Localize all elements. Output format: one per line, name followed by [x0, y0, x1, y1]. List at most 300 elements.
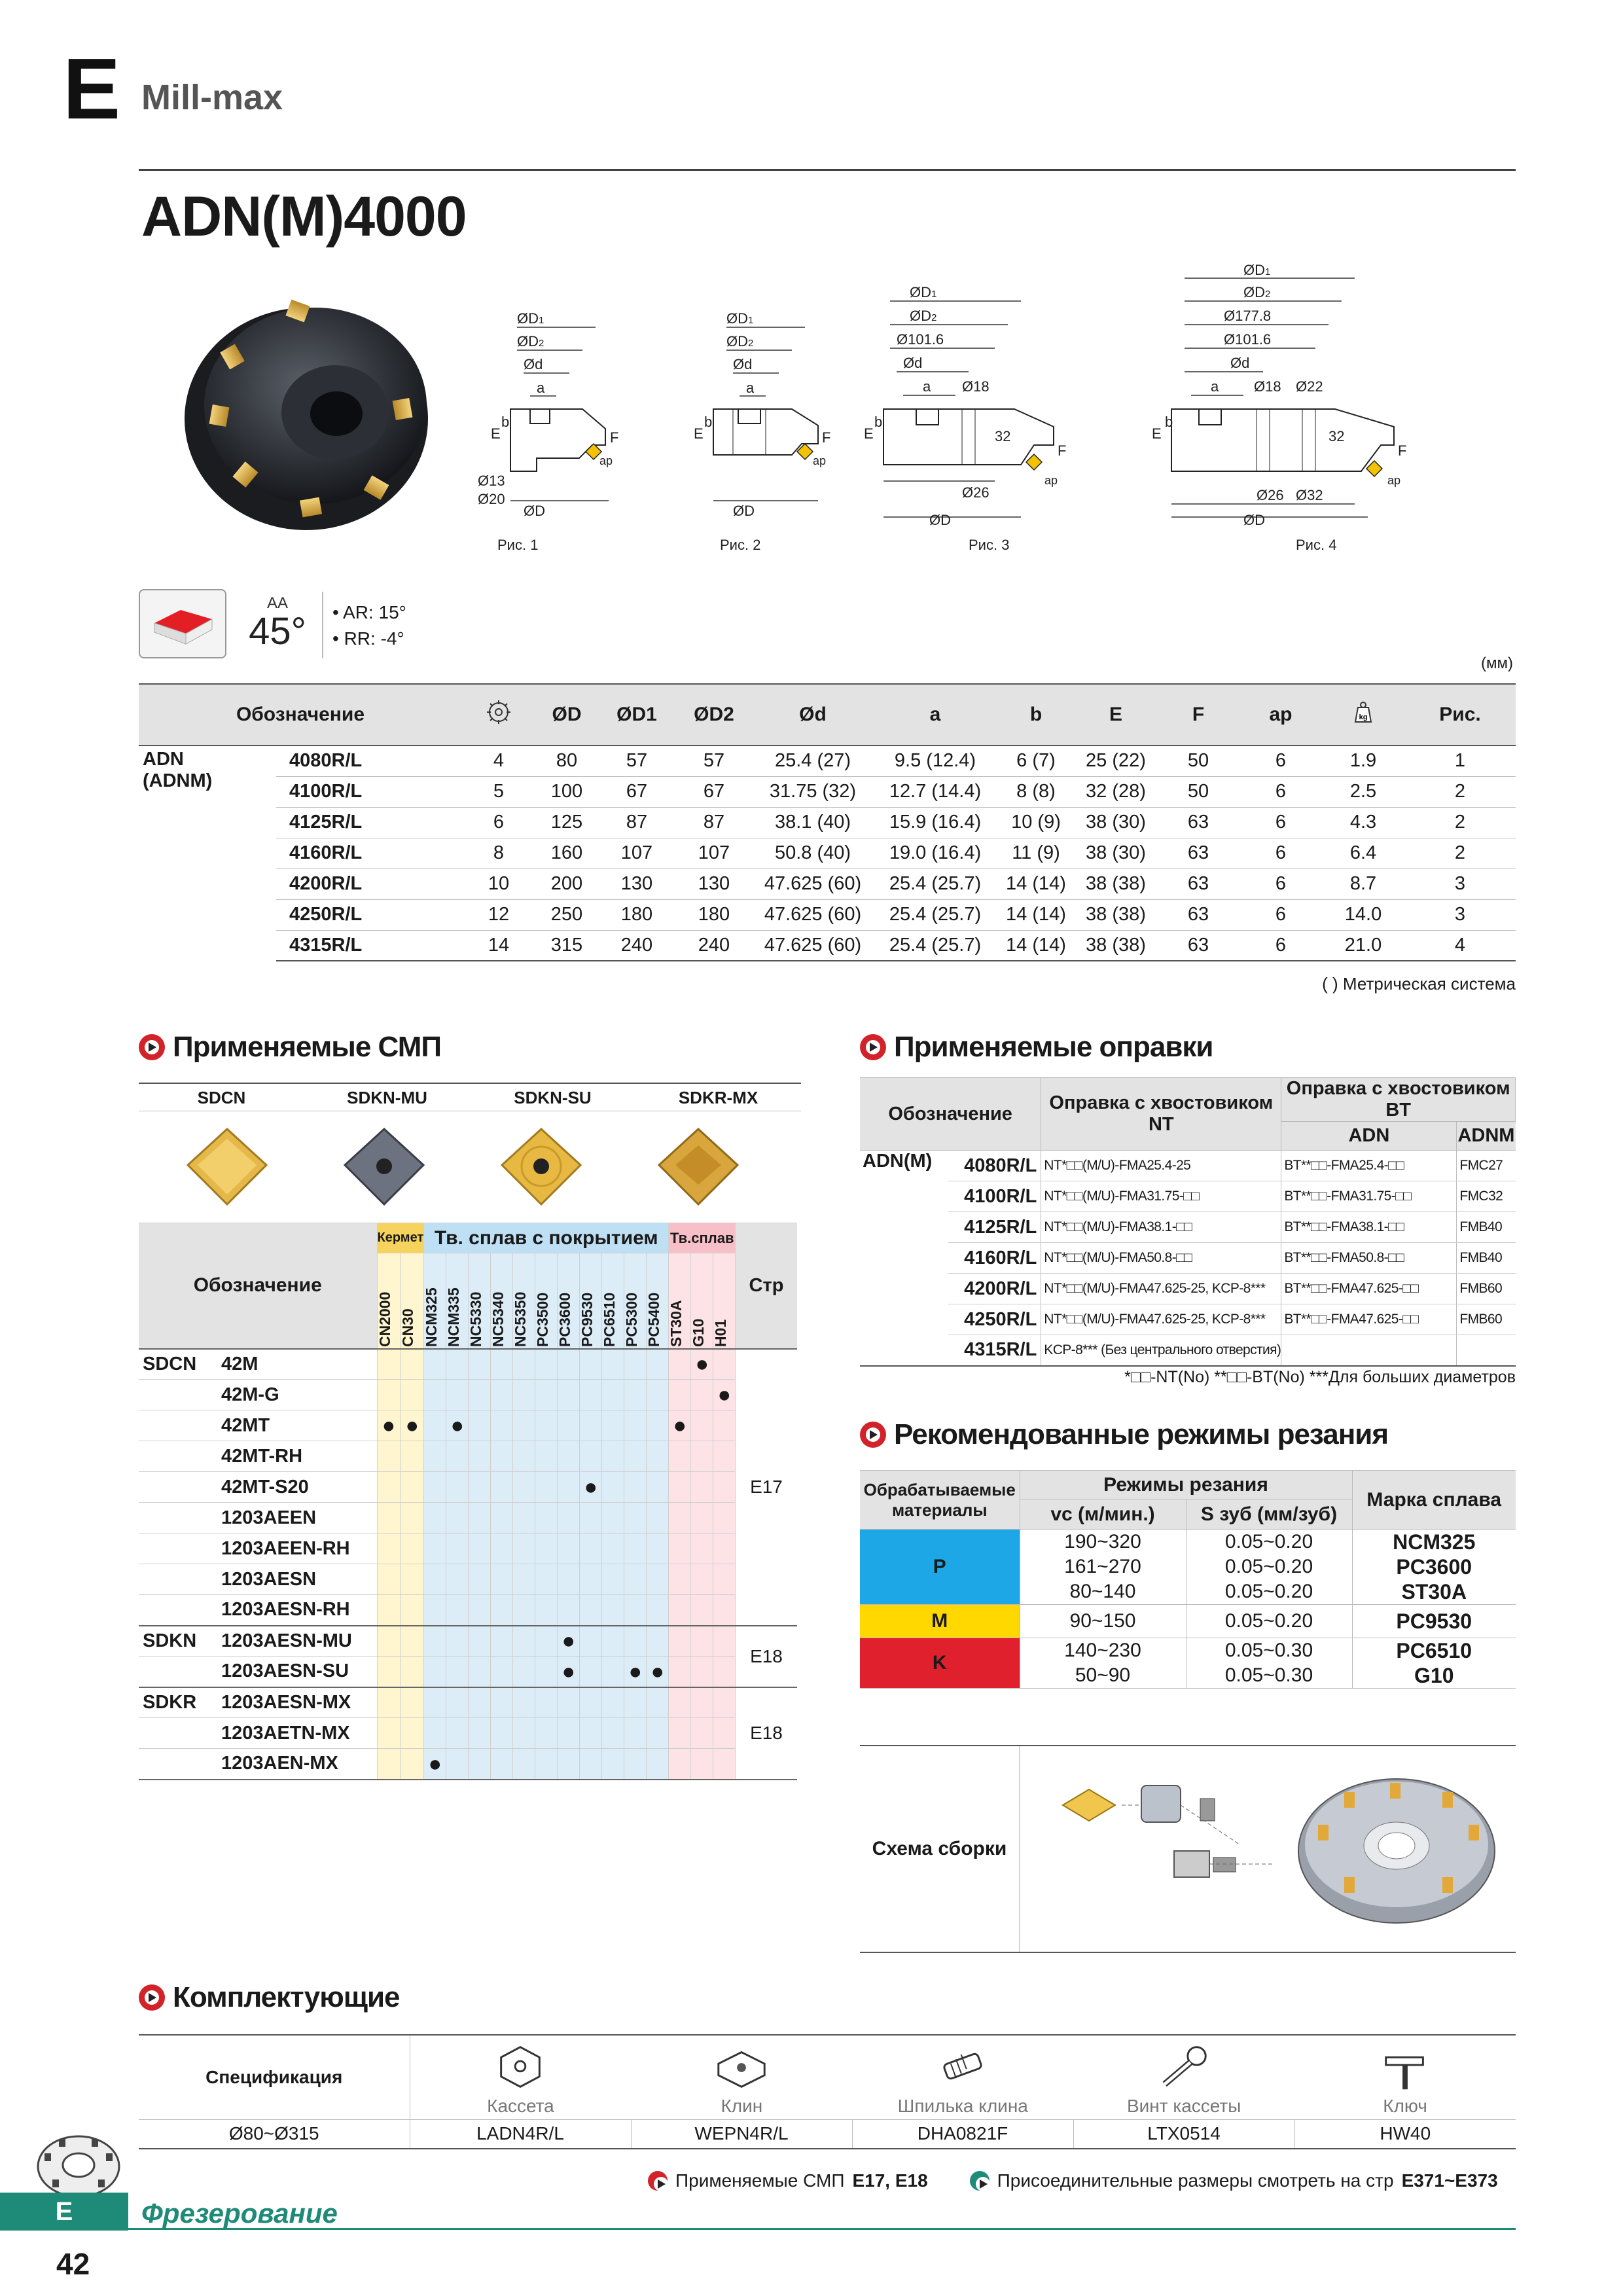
- cell-fz: [1186, 1638, 1352, 1689]
- cell-ap: 6: [1240, 899, 1322, 930]
- grade-cell: [377, 1410, 401, 1441]
- grade-label: NC5330: [467, 1291, 485, 1347]
- product-code: 4160R/L: [276, 838, 462, 869]
- accessories-title: Комплектующие: [173, 1981, 400, 2013]
- grade-cell: [558, 1626, 580, 1657]
- grade-cell: [713, 1503, 736, 1534]
- insert-group: [139, 1441, 217, 1472]
- bullet-icon: [648, 2171, 668, 2191]
- grade-cell: [602, 1349, 624, 1380]
- grade-cell: [713, 1749, 736, 1780]
- grade-cell: [469, 1687, 491, 1718]
- grade-cell: [647, 1441, 669, 1472]
- cermet-header: Кермет: [377, 1223, 424, 1253]
- grade-cell: [491, 1626, 513, 1657]
- cell-D2: 130: [675, 869, 753, 899]
- cell-d: 47.625 (60): [753, 899, 873, 930]
- cell-a: 25.4 (25.7): [873, 899, 997, 930]
- cell-E: 38 (38): [1075, 869, 1157, 899]
- vc-value: 161~270: [1064, 1556, 1141, 1577]
- cell-E: 38 (38): [1075, 930, 1157, 961]
- accessory-name: Винт кассеты: [1126, 2096, 1241, 2116]
- cell-grade: [1352, 1638, 1516, 1689]
- insert-group: [139, 1657, 217, 1687]
- insert-code: 42MT-RH: [217, 1441, 377, 1472]
- cell-vc: [1020, 1638, 1186, 1689]
- grade-cell: [424, 1534, 446, 1564]
- grade-cell: [401, 1472, 424, 1503]
- cell-grade: [1352, 1530, 1516, 1605]
- insert-sdkn-mu-image: [335, 1119, 433, 1217]
- grade-cell: [602, 1718, 624, 1749]
- grade-cell: [624, 1410, 647, 1441]
- table-row: [139, 1749, 797, 1780]
- insert-code: 1203AEEN: [217, 1503, 377, 1534]
- cell-fig: 3: [1404, 899, 1516, 930]
- bullet-icon: [139, 1984, 165, 2011]
- availability-dot-icon: ●: [695, 1352, 709, 1377]
- ref-inserts: [648, 2171, 668, 2191]
- grade-cell: [535, 1503, 558, 1534]
- cell-z: 4: [462, 745, 535, 776]
- section-letter: E: [63, 41, 121, 137]
- grade-cell: [446, 1718, 469, 1749]
- approach-angle: [238, 594, 317, 651]
- grade-cell: [647, 1626, 669, 1657]
- grade-cell: [558, 1410, 580, 1441]
- table-row: [139, 1657, 797, 1687]
- grade-cell: [713, 1410, 736, 1441]
- grade-cell: [558, 1718, 580, 1749]
- insert-group: [139, 1595, 217, 1626]
- col-bt: Оправка с хвостовиком BT: [1281, 1078, 1516, 1122]
- grade-cell: [691, 1718, 713, 1749]
- table-row: [139, 1626, 797, 1657]
- svg-text:ap: ap: [1387, 474, 1401, 487]
- page-ref: E18: [736, 1626, 797, 1687]
- vc-value: 90~150: [1069, 1610, 1136, 1632]
- fz-value: 0.05~0.30: [1224, 1664, 1313, 1686]
- grade-header: [446, 1253, 469, 1349]
- cutter-thumbnail-icon: [33, 2127, 124, 2199]
- grade-cell: [513, 1441, 535, 1472]
- grade-cell: [535, 1687, 558, 1718]
- material-group: M: [860, 1605, 1020, 1638]
- grade-cell: [669, 1441, 691, 1472]
- grade-cell: [558, 1687, 580, 1718]
- grade-cell: [669, 1657, 691, 1687]
- grade-header: [602, 1253, 624, 1349]
- cell-fig: 1: [1404, 745, 1516, 776]
- grade-cell: [535, 1626, 558, 1657]
- grade-cell: [401, 1349, 424, 1380]
- cell-D1: 87: [598, 807, 675, 838]
- cell-D2: 240: [675, 930, 753, 961]
- cell-D2: 180: [675, 899, 753, 930]
- svg-text:E: E: [694, 425, 704, 442]
- insert-group: [139, 1718, 217, 1749]
- insert-sdkn-su-image: [492, 1119, 590, 1217]
- cell-a: 9.5 (12.4): [873, 745, 997, 776]
- bt-arbor-adn: BT**□□-FMA38.1-□□: [1281, 1212, 1457, 1243]
- svg-text:b: b: [704, 414, 713, 430]
- cell-F: 63: [1157, 869, 1240, 899]
- grade-cell: [624, 1718, 647, 1749]
- arbor-code: 4160R/L: [948, 1243, 1041, 1274]
- bt-arbor-adnm: FMB40: [1457, 1212, 1516, 1243]
- series-group: (ADNM): [143, 770, 213, 791]
- table-row: [139, 745, 1516, 776]
- accessory-code: DHA0821F: [852, 2120, 1073, 2149]
- table-row: [860, 1151, 1516, 1181]
- grade-cell: [377, 1380, 401, 1410]
- cell-a: 15.9 (16.4): [873, 807, 997, 838]
- grade-cell: [491, 1657, 513, 1687]
- col-name: Обозначение: [139, 684, 462, 745]
- svg-text:Ø18: Ø18: [962, 378, 990, 395]
- grade-cell: [713, 1441, 736, 1472]
- grade-cell: [424, 1687, 446, 1718]
- grade-cell: [691, 1626, 713, 1657]
- vc-value: 190~320: [1064, 1531, 1141, 1552]
- svg-text:Ø26: Ø26: [962, 484, 990, 501]
- cell-F: 63: [1157, 930, 1240, 961]
- accessory-code: LADN4R/L: [410, 2120, 631, 2149]
- grade-cell: [647, 1749, 669, 1780]
- grade-value: G10: [1414, 1664, 1454, 1687]
- bt-arbor-adnm: FMB60: [1457, 1274, 1516, 1304]
- cell-E: 32 (28): [1075, 776, 1157, 807]
- grade-cell: [602, 1657, 624, 1687]
- cell-a: 25.4 (25.7): [873, 930, 997, 961]
- bt-arbor-adn: BT**□□-FMA25.4-□□: [1281, 1151, 1457, 1181]
- grade-cell: [713, 1349, 736, 1380]
- cell-kg: 21.0: [1322, 930, 1404, 961]
- grade-cell: [401, 1564, 424, 1595]
- cell-d: 50.8 (40): [753, 838, 873, 869]
- grade-header: [624, 1253, 647, 1349]
- grade-cell: [377, 1349, 401, 1380]
- insert-group: [139, 1380, 217, 1410]
- insert-types: [139, 1083, 801, 1111]
- assembly-diagram: [860, 1745, 1516, 1953]
- carbide-header: Тв.сплав: [669, 1223, 736, 1253]
- grade-cell: [647, 1380, 669, 1410]
- svg-text:Ø20: Ø20: [478, 491, 505, 507]
- grade-cell: [535, 1534, 558, 1564]
- grade-cell: [446, 1626, 469, 1657]
- fz-value: 0.05~0.20: [1224, 1610, 1313, 1632]
- accessory-name: Клин: [721, 2096, 763, 2116]
- cell-fig: 2: [1404, 838, 1516, 869]
- grade-cell: [580, 1718, 602, 1749]
- assembly-label: Схема сборки: [860, 1746, 1020, 1952]
- grade-cell: [513, 1657, 535, 1687]
- grade-cell: [377, 1472, 401, 1503]
- coated-header: Тв. сплав с покрытием: [424, 1223, 669, 1253]
- table-row: [860, 1638, 1516, 1689]
- bt-arbor-adnm: FMB40: [1457, 1243, 1516, 1274]
- table-row: [860, 1530, 1516, 1605]
- svg-text:32: 32: [1329, 428, 1345, 444]
- svg-text:Рис. 2: Рис. 2: [720, 537, 761, 553]
- grade-cell: [624, 1472, 647, 1503]
- kg-label: kg: [1359, 713, 1368, 721]
- insert-group: [139, 1503, 217, 1534]
- grade-cell: [691, 1503, 713, 1534]
- svg-text:a: a: [923, 378, 931, 395]
- grade-cell: [424, 1410, 446, 1441]
- svg-text:a: a: [746, 380, 755, 396]
- cell-d: 25.4 (27): [753, 745, 873, 776]
- grade-cell: [624, 1595, 647, 1626]
- grade-header: [401, 1253, 424, 1349]
- grade-cell: [469, 1718, 491, 1749]
- grade-label: NCM335: [445, 1287, 463, 1347]
- grade-label: PC3500: [534, 1292, 552, 1347]
- dimensions-table: [139, 683, 1516, 961]
- grade-cell: [469, 1657, 491, 1687]
- grade-cell: [580, 1534, 602, 1564]
- cell-D2: 67: [675, 776, 753, 807]
- grade-cell: [669, 1687, 691, 1718]
- svg-text:F: F: [610, 429, 619, 446]
- angle-value: 45°: [249, 610, 306, 653]
- grade-cell: [624, 1657, 647, 1687]
- col-adn: ADN: [1281, 1122, 1457, 1151]
- svg-text:Ø101.6: Ø101.6: [1224, 331, 1272, 348]
- cell-F: 63: [1157, 838, 1240, 869]
- cell-F: 63: [1157, 807, 1240, 838]
- svg-text:ØD: ØD: [929, 512, 951, 528]
- insert-group: [139, 1749, 217, 1780]
- rake-angles: [332, 600, 406, 652]
- arbor-code: 4200R/L: [948, 1274, 1041, 1304]
- grade-cell: [535, 1595, 558, 1626]
- grade-label: CN2000: [376, 1291, 393, 1347]
- grade-cell: [602, 1410, 624, 1441]
- grade-cell: [691, 1749, 713, 1780]
- accessory-name: Ключ: [1383, 2096, 1427, 2116]
- grade-header: [713, 1253, 736, 1349]
- svg-text:F: F: [1058, 442, 1067, 459]
- cell-fig: 3: [1404, 869, 1516, 899]
- grade-cell: [446, 1749, 469, 1780]
- grade-cell: [469, 1626, 491, 1657]
- grade-cell: [491, 1441, 513, 1472]
- grade-cell: [424, 1718, 446, 1749]
- svg-text:ØD2: ØD2: [910, 308, 937, 324]
- availability-dot-icon: ●: [673, 1413, 687, 1438]
- vc-value: 140~230: [1064, 1640, 1141, 1661]
- col-grade: Марка сплава: [1352, 1471, 1516, 1530]
- cell-b: 10 (9): [997, 807, 1075, 838]
- grade-cell: [669, 1626, 691, 1657]
- availability-dot-icon: ●: [584, 1475, 597, 1499]
- cell-fig: 2: [1404, 776, 1516, 807]
- grade-cell: [580, 1349, 602, 1380]
- insert-group: [139, 1410, 217, 1441]
- cell-kg: 6.4: [1322, 838, 1404, 869]
- cell-D: 200: [535, 869, 598, 899]
- table-row: [860, 1181, 1516, 1212]
- grade-header: [491, 1253, 513, 1349]
- cell-d: 47.625 (60): [753, 930, 873, 961]
- grade-cell: [401, 1380, 424, 1410]
- cell-z: 12: [462, 899, 535, 930]
- cell-fig: 4: [1404, 930, 1516, 961]
- grade-cell: [491, 1749, 513, 1780]
- inserts-grades-table: [139, 1223, 797, 1780]
- availability-dot-icon: ●: [450, 1413, 464, 1438]
- svg-text:ØD1: ØD1: [517, 310, 544, 327]
- grade-cell: [669, 1349, 691, 1380]
- cell-D: 160: [535, 838, 598, 869]
- page-ref: E17: [736, 1349, 797, 1626]
- table-row: [860, 1335, 1516, 1366]
- cell-D1: 67: [598, 776, 675, 807]
- insert-type: SDCN: [197, 1088, 246, 1107]
- svg-text:Ød: Ød: [733, 356, 753, 372]
- grade-cell: [580, 1687, 602, 1718]
- table-row: [139, 1564, 797, 1595]
- grade-cell: [602, 1503, 624, 1534]
- grade-cell: [377, 1657, 401, 1687]
- col-vc: vc (м/мин.): [1020, 1499, 1186, 1530]
- insert-code: 1203AESN-MX: [217, 1687, 377, 1718]
- grade-cell: [580, 1657, 602, 1687]
- grade-header: [669, 1253, 691, 1349]
- cutting-title: Рекомендованные режимы резания: [894, 1418, 1388, 1450]
- grade-cell: [513, 1380, 535, 1410]
- grade-header: [377, 1253, 401, 1349]
- grade-cell: [602, 1441, 624, 1472]
- grade-cell: [624, 1687, 647, 1718]
- cell-a: 25.4 (25.7): [873, 869, 997, 899]
- arbor-code: 4250R/L: [948, 1304, 1041, 1335]
- svg-text:Ø26: Ø26: [1257, 487, 1284, 503]
- vc-value: 50~90: [1075, 1664, 1131, 1686]
- insert-type: SDKN-MU: [347, 1088, 427, 1107]
- grade-cell: [558, 1441, 580, 1472]
- grade-cell: [424, 1595, 446, 1626]
- grade-cell: [580, 1749, 602, 1780]
- insert-code: 42M: [217, 1349, 377, 1380]
- grade-cell: [401, 1657, 424, 1687]
- grade-cell: [377, 1534, 401, 1564]
- grade-cell: [647, 1472, 669, 1503]
- cell-D2: 87: [675, 807, 753, 838]
- stud-icon: [930, 2038, 995, 2096]
- grade-cell: [624, 1349, 647, 1380]
- table-row: [139, 1503, 797, 1534]
- ref-inserts-pages: E17, E18: [852, 2170, 928, 2191]
- cell-kg: 1.9: [1322, 745, 1404, 776]
- bullet-icon: [860, 1422, 886, 1448]
- figure-2: [694, 310, 830, 519]
- grade-cell: [691, 1595, 713, 1626]
- nt-arbor: NT*□□(M/U)-FMA47.625-25, KCP-8***: [1041, 1274, 1281, 1304]
- svg-text:Ød: Ød: [1230, 355, 1250, 371]
- accessory-item: [1294, 2036, 1516, 2119]
- grade-cell: [491, 1349, 513, 1380]
- svg-text:E: E: [864, 425, 874, 442]
- col-name: Обозначение: [139, 1223, 377, 1349]
- model-title: ADN(M)4000: [141, 185, 467, 248]
- grade-cell: [713, 1657, 736, 1687]
- grade-cell: [424, 1564, 446, 1595]
- inserts-heading: [139, 1033, 441, 1062]
- series-name: [139, 745, 276, 961]
- grade-cell: [602, 1564, 624, 1595]
- cell-b: 8 (8): [997, 776, 1075, 807]
- grade-cell: [602, 1749, 624, 1780]
- table-row: [139, 869, 1516, 899]
- arbor-group: ADN(M): [860, 1151, 948, 1366]
- grade-cell: [469, 1534, 491, 1564]
- figure-4: [1152, 262, 1406, 528]
- cell-D: 250: [535, 899, 598, 930]
- grade-cell: [647, 1564, 669, 1595]
- svg-text:b: b: [1165, 414, 1173, 430]
- insert-shape-icon: [139, 589, 226, 658]
- figure-3: [864, 284, 1066, 528]
- arbors-table: [860, 1077, 1516, 1367]
- grade-cell: [669, 1749, 691, 1780]
- grade-cell: [691, 1441, 713, 1472]
- table-row: [860, 1605, 1516, 1638]
- accessory-code: LTX0514: [1073, 2120, 1294, 2149]
- table-row: [139, 930, 1516, 961]
- bt-arbor-adn: BT**□□-FMA31.75-□□: [1281, 1181, 1457, 1212]
- grade-cell: [669, 1472, 691, 1503]
- nt-arbor: NT*□□(M/U)-FMA25.4-25: [1041, 1151, 1281, 1181]
- grade-cell: [469, 1349, 491, 1380]
- grade-cell: [377, 1595, 401, 1626]
- col-D1: ØD1: [598, 684, 675, 745]
- grade-cell: [446, 1657, 469, 1687]
- cell-D1: 240: [598, 930, 675, 961]
- product-code: 4200R/L: [276, 869, 462, 899]
- grade-cell: [713, 1626, 736, 1657]
- cell-E: 38 (38): [1075, 899, 1157, 930]
- grade-cell: [446, 1410, 469, 1441]
- arbor-code: 4315R/L: [948, 1335, 1041, 1366]
- grade-cell: [377, 1626, 401, 1657]
- svg-text:Рис. 3: Рис. 3: [969, 537, 1010, 553]
- cell-d: 38.1 (40): [753, 807, 873, 838]
- grade-cell: [558, 1749, 580, 1780]
- accessory-item: [852, 2036, 1073, 2119]
- table-row: [139, 1687, 797, 1718]
- accessory-name: Кассета: [487, 2096, 554, 2116]
- grade-cell: [377, 1749, 401, 1780]
- grade-label: PC3600: [556, 1292, 574, 1347]
- bullet-icon: [970, 2171, 990, 2191]
- grade-cell: [401, 1749, 424, 1780]
- arbor-code: 4125R/L: [948, 1212, 1041, 1243]
- grade-cell: [647, 1534, 669, 1564]
- section-title: Mill-max: [141, 78, 283, 117]
- arbors-note: *□□-NT(No) **□□-BT(No) ***Для больших диаметров: [1124, 1368, 1516, 1386]
- cell-fz: [1186, 1605, 1352, 1638]
- ref-dims-label: Присоединительные размеры смотреть на стр: [997, 2170, 1394, 2191]
- grade-cell: [647, 1657, 669, 1687]
- grade-cell: [602, 1626, 624, 1657]
- bt-arbor-adn: BT**□□-FMA50.8-□□: [1281, 1243, 1457, 1274]
- grade-cell: [580, 1564, 602, 1595]
- grade-cell: [401, 1410, 424, 1441]
